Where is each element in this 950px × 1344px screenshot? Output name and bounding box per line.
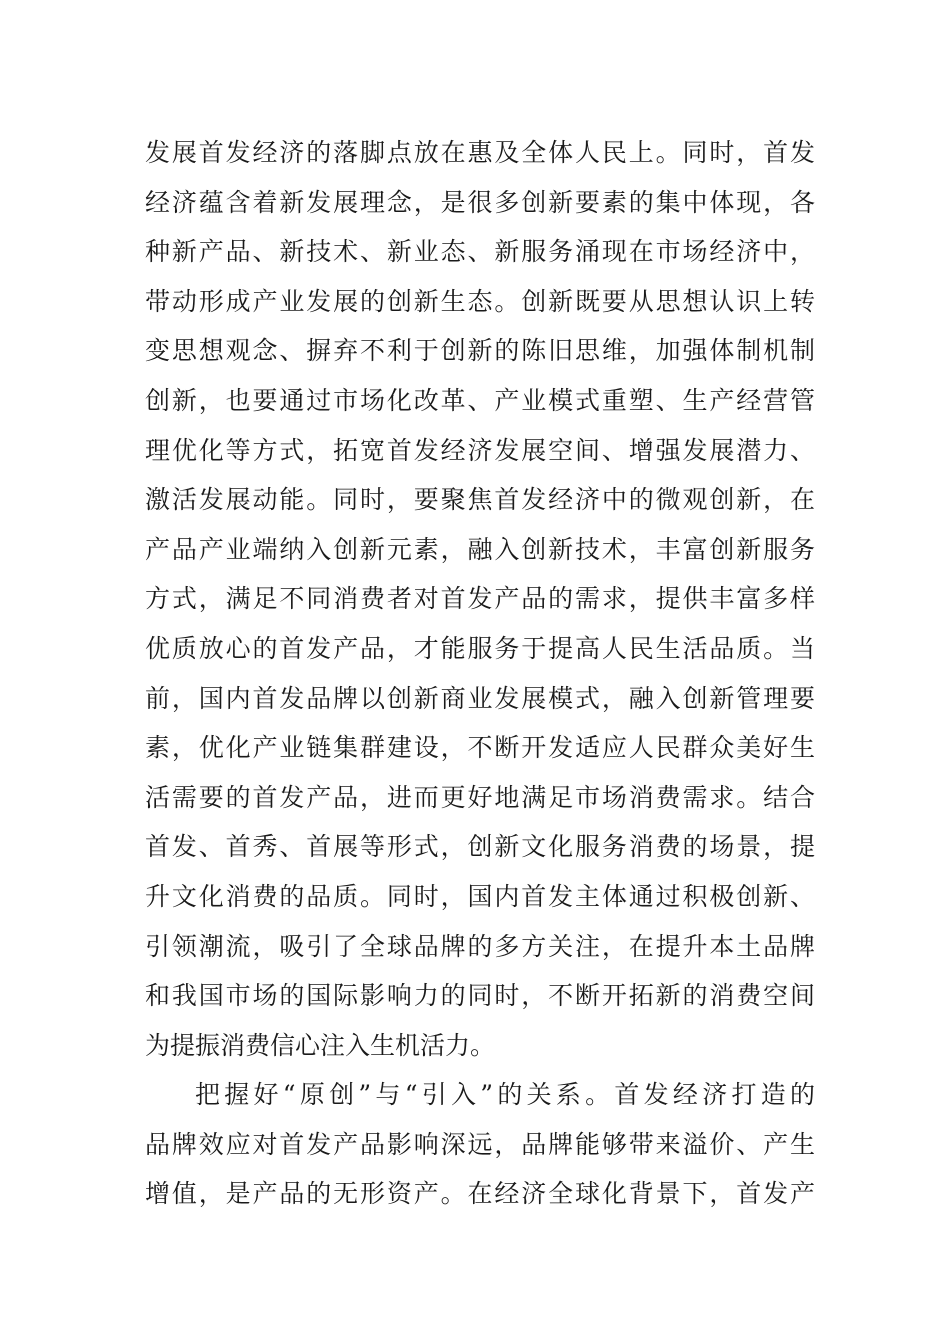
text-line: 和我国市场的国际影响力的同时，不断开拓新的消费空间: [145, 981, 815, 1011]
text-line: 活需要的首发产品，进而更好地满足市场消费需求。结合: [145, 782, 815, 812]
text-line: 首发、首秀、首展等形式，创新文化服务消费的场景，提: [145, 832, 815, 862]
text-line: 优质放心的首发产品，才能服务于提高人民生活品质。当: [145, 633, 815, 663]
text-line: 增值，是产品的无形资产。在经济全球化背景下，首发产: [145, 1179, 815, 1209]
text-line: 带动形成产业发展的创新生态。创新既要从思想认识上转: [145, 286, 815, 316]
text-line: 素，优化产业链集群建设，不断开发适应人民群众美好生: [145, 733, 815, 763]
text-line: 种新产品、新技术、新业态、新服务涌现在市场经济中，: [145, 237, 815, 267]
text-line: 理优化等方式，拓宽首发经济发展空间、增强发展潜力、: [145, 435, 815, 465]
document-body: [145, 128, 815, 1219]
text-line: 升文化消费的品质。同时，国内首发主体通过积极创新、: [145, 881, 815, 911]
text-line: 为提振消费信心注入生机活力。: [145, 1030, 496, 1060]
paragraph-1: [145, 128, 815, 1070]
text-line: 创新，也要通过市场化改革、产业模式重塑、生产经营管: [145, 385, 815, 415]
text-line: 方式，满足不同消费者对首发产品的需求，提供丰富多样: [145, 584, 815, 614]
paragraph-2: [145, 1070, 815, 1219]
text-line: 引领潮流，吸引了全球品牌的多方关注，在提升本土品牌: [145, 931, 815, 961]
text-line: 产品产业端纳入创新元素，融入创新技术，丰富创新服务: [145, 534, 815, 564]
text-line: 前，国内首发品牌以创新商业发展模式，融入创新管理要: [145, 683, 815, 713]
text-line: 把握好“原创”与“引入”的关系。首发经济打造的: [195, 1080, 815, 1110]
text-line: 经济蕴含着新发展理念，是很多创新要素的集中体现，各: [145, 187, 815, 217]
text-line: 发展首发经济的落脚点放在惠及全体人民上。同时，首发: [145, 138, 815, 167]
text-line: 品牌效应对首发产品影响深远，品牌能够带来溢价、产生: [145, 1129, 815, 1159]
text-line: 激活发展动能。同时，要聚焦首发经济中的微观创新，在: [145, 485, 815, 515]
text-line: 变思想观念、摒弃不利于创新的陈旧思维，加强体制机制: [145, 336, 815, 366]
